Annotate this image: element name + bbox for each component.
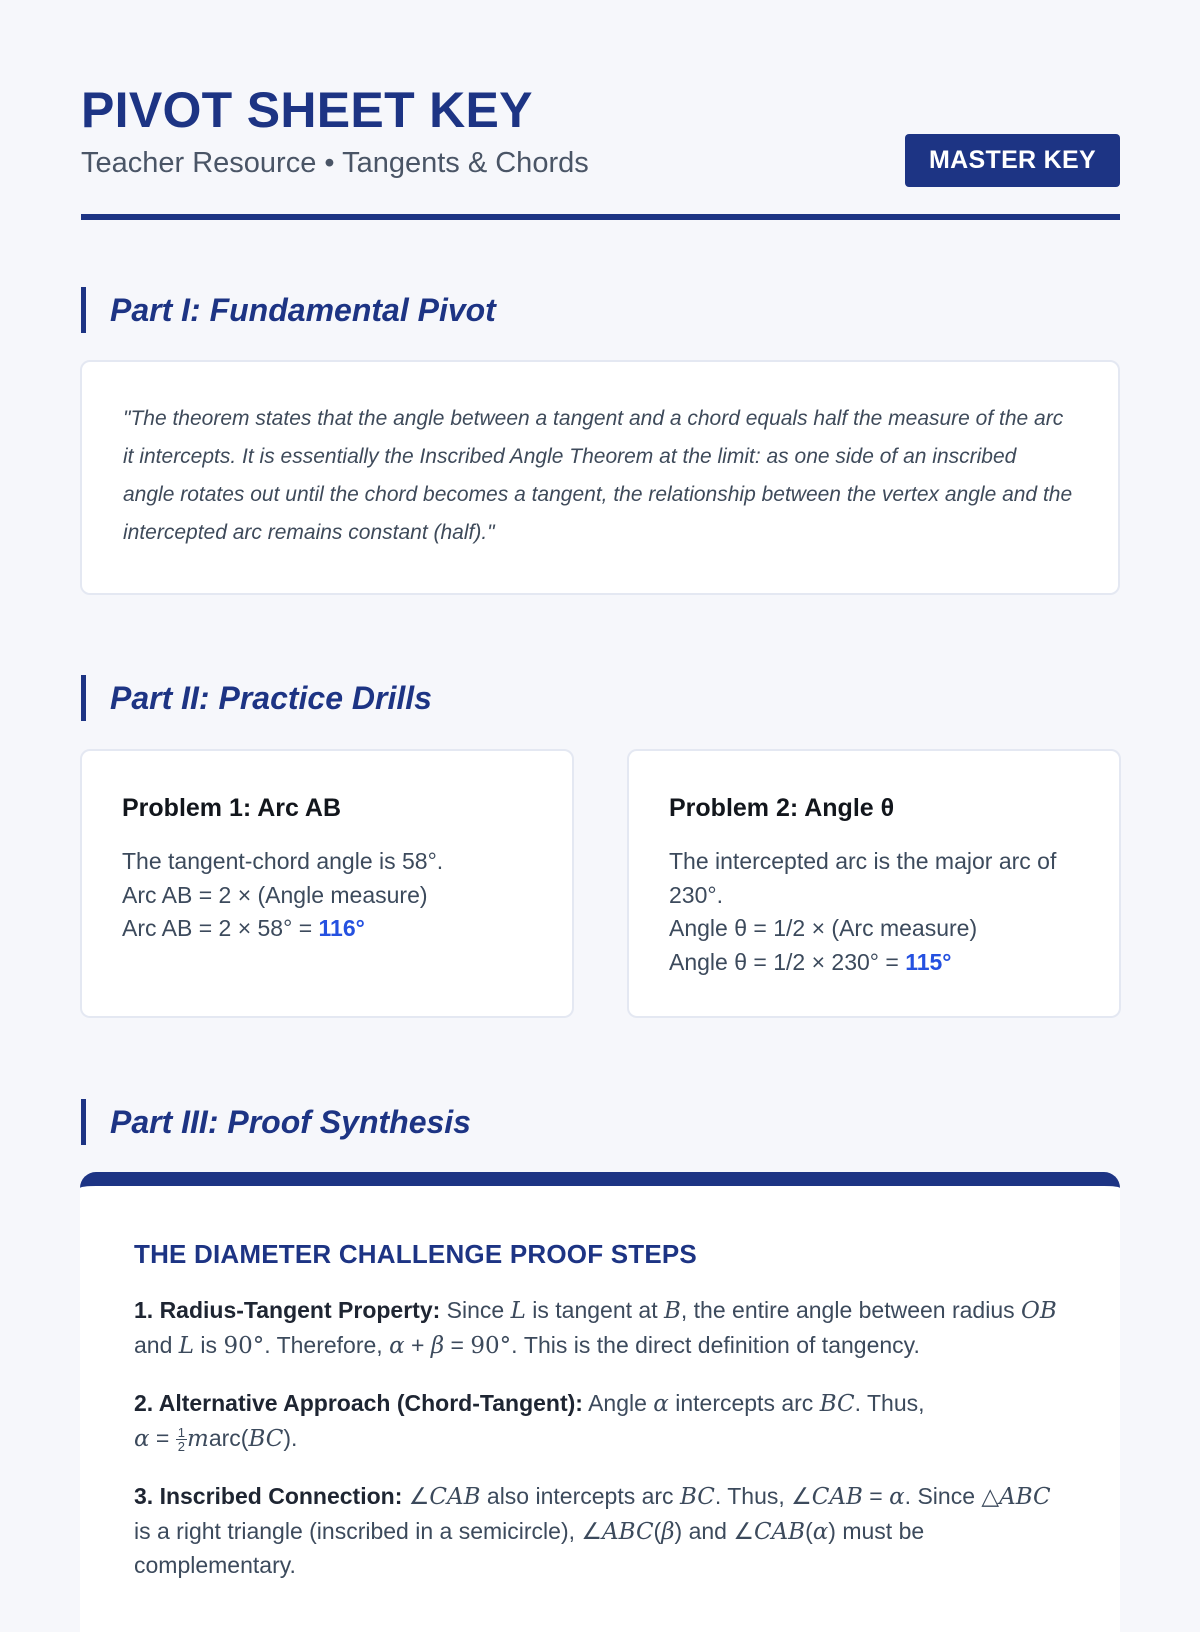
part-3-heading: Part III: Proof Synthesis bbox=[81, 1099, 471, 1145]
proof-step-label: 3. Inscribed Connection: bbox=[134, 1483, 403, 1509]
part-1-heading: Part I: Fundamental Pivot bbox=[81, 287, 496, 333]
problem-2-final-line: Angle θ = 1/2 × 230° = 115° bbox=[669, 948, 952, 975]
problem-1-line: Arc AB = 2 × (Angle measure) bbox=[122, 881, 428, 908]
problem-1-line: The tangent-chord angle is 58°. bbox=[122, 848, 444, 874]
problem-1-title: Problem 1: Arc AB bbox=[122, 794, 342, 822]
master-key-badge: MASTER KEY bbox=[905, 134, 1120, 187]
problem-1-card bbox=[80, 749, 574, 1018]
problem-2-solution bbox=[669, 845, 1089, 979]
proof-steps bbox=[134, 1294, 1069, 1607]
proof-step-label: 2. Alternative Approach (Chord-Tangent): bbox=[134, 1390, 583, 1416]
problem-2-line: Angle θ = 1/2 × (Arc measure) bbox=[669, 915, 978, 941]
part-2-heading: Part II: Practice Drills bbox=[81, 675, 432, 721]
problem-1-solution bbox=[122, 845, 542, 946]
proof-step-3: 3. Inscribed Connection: ∠CAB also intercepts arc BC. Thus, ∠CAB = α. Since △ABC is a right triangle (inscribed in a semicircle), ∠ABC(β) and ∠CAB(α) must be complementary. bbox=[134, 1483, 1051, 1578]
problem-2-title: Problem 2: Angle θ bbox=[669, 794, 895, 822]
page-subtitle: Teacher Resource • Tangents & Chords bbox=[81, 147, 589, 179]
proof-synthesis-card bbox=[80, 1172, 1120, 1632]
problem-1-final-line: Arc AB = 2 × 58° = 116° bbox=[122, 915, 365, 941]
one-half-fraction: $\frac{1}{2}$ bbox=[177, 1424, 185, 1454]
proof-step-label: 1. Radius-Tangent Property: bbox=[134, 1297, 441, 1323]
problem-1-answer: 116° bbox=[318, 915, 365, 941]
proof-step-1: 1. Radius-Tangent Property: Since L is tangent at B, the entire angle between radius OB and L is 90°. Therefore, α + β = 90°. This is the direct definition of tangency. bbox=[134, 1297, 1057, 1359]
page-title: PIVOT SHEET KEY bbox=[81, 82, 533, 138]
fundamental-pivot-card bbox=[80, 360, 1120, 595]
problem-2-line: The intercepted arc is the major arc of 230°. bbox=[669, 848, 1057, 908]
proof-step-2: 2. Alternative Approach (Chord-Tangent): Angle α intercepts arc BC. Thus, α = $\frac{1}{2}$ marc(BC). bbox=[134, 1390, 925, 1454]
problem-2-answer: 115° bbox=[905, 948, 952, 975]
proof-title: THE DIAMETER CHALLENGE PROOF STEPS bbox=[134, 1239, 697, 1269]
theorem-quote: "The theorem states that the angle between a tangent and a chord equals half the measure of the arc it intercepts. It is essentially the Inscribed Angle Theorem at the limit: as one side of an inscribed angle rotates out until the chord becomes a tangent, the relationship between the vertex angle and the intercepted arc remains constant (half)." bbox=[123, 407, 1073, 544]
header-divider bbox=[81, 214, 1120, 220]
problem-2-card bbox=[627, 749, 1121, 1018]
